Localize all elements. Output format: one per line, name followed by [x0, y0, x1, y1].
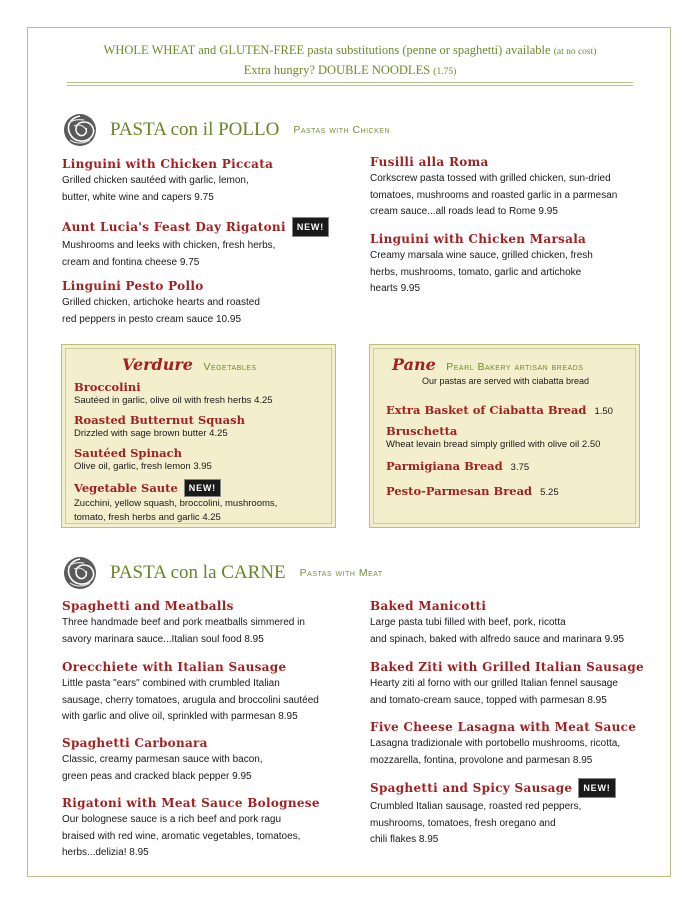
item-desc-line: cream and fontina cheese 9.75 [62, 256, 200, 268]
item-name: Broccolini [74, 380, 141, 394]
item-name: Vegetable Saute [74, 481, 178, 495]
item-desc-line: Classic, creamy parmesan sauce with bacon, [62, 754, 263, 765]
item-name: Five Cheese Lasagna with Meat Sauce [370, 720, 637, 734]
item-description: Wheat levain bread simply grilled with olive oil 2.50 [386, 439, 601, 450]
double-noodles-banner [40, 63, 660, 78]
item-name: Baked Ziti with Grilled Italian Sausage [370, 660, 644, 674]
item-desc-line: with garlic and olive oil, sprinkled with parmesan 8.95 [62, 711, 298, 722]
menu-item [370, 154, 670, 221]
verdure-box [61, 344, 336, 528]
item-desc-line: Crumbled Italian sausage, roasted red peppers, [370, 801, 582, 812]
item-description [62, 295, 362, 328]
item-desc-line: Three handmade beef and pork meatballs simmered in [62, 617, 305, 628]
item-desc-line: tomatoes, mushrooms and roasted garlic in a parmesan [370, 189, 618, 201]
carne-section-header [62, 553, 383, 593]
item-desc-line: chili flakes 8.95 [370, 834, 439, 845]
section-title: PASTA con la CARNE [110, 562, 286, 583]
menu-item [62, 278, 362, 328]
item-desc-line: Mushrooms and leeks with chicken, fresh herbs, [62, 240, 276, 251]
item-desc-line: Zucchini, yellow squash, broccolini, mushrooms, [74, 498, 278, 509]
side-item [74, 479, 324, 525]
item-desc-line: Our bolognese sauce is a rich beef and pork ragu [62, 814, 282, 825]
item-description [62, 812, 362, 862]
item-description [74, 497, 324, 525]
item-desc-line: braised with red wine, aromatic vegetables, tomatoes, [62, 830, 301, 842]
box-title: Pane [392, 355, 436, 374]
item-desc-line: mushrooms, tomatoes, fresh oregano and [370, 817, 556, 829]
item-name-row [370, 778, 670, 798]
item-desc-line: sausage, cherry tomatoes, arugula and broccolini sautéed [62, 694, 319, 706]
item-description [370, 248, 670, 298]
item-name-row [386, 403, 636, 419]
item-name: Baked Manicotti [370, 599, 487, 613]
menu-item [370, 778, 670, 849]
pane-title [392, 355, 583, 375]
menu-item [370, 719, 670, 769]
item-name: Orecchiete with Italian Sausage [62, 660, 287, 674]
pane-box [369, 344, 640, 528]
box-subtitle: Pearl Bakery artisan breads [446, 361, 584, 373]
item-desc-line: tomato, fresh herbs and garlic 4.25 [74, 512, 221, 523]
item-description [370, 676, 670, 709]
new-badge: NEW! [184, 479, 221, 497]
item-price: 1.50 [594, 406, 613, 417]
item-name-row [74, 479, 324, 497]
menu-item [370, 598, 670, 648]
item-name-row [386, 459, 636, 475]
verdure-title [122, 355, 257, 375]
item-name: Fusilli alla Roma [370, 155, 489, 169]
banner-line-1-note: (at no cost) [553, 47, 597, 57]
item-desc-line: hearts 9.95 [370, 283, 421, 294]
item-desc-line: and spinach, baked with alfredo sauce and marinara 9.95 [370, 633, 625, 645]
section-subtitle: Pastas with Chicken [293, 124, 391, 136]
banner-line-1: WHOLE WHEAT and GLUTEN-FREE pasta substitutions (penne or spaghetti) available [103, 43, 551, 57]
item-description [62, 238, 362, 271]
item-desc-line: Large pasta tubi filled with beef, pork, ricotta [370, 617, 566, 628]
side-item [74, 380, 324, 408]
menu-item [370, 659, 670, 709]
divider [67, 85, 633, 86]
new-badge: NEW! [578, 778, 615, 798]
menu-item [62, 659, 362, 726]
item-name: Linguini with Chicken Marsala [370, 232, 587, 246]
banner-line-2-note: (1.75) [433, 67, 457, 77]
item-name: Spaghetti and Meatballs [62, 599, 234, 613]
item-desc-line: green peas and cracked black pepper 9.95 [62, 770, 252, 782]
item-description [370, 736, 670, 769]
item-name: Linguini Pesto Pollo [62, 279, 204, 293]
pasta-swirl-icon [62, 555, 98, 591]
item-name: Parmigiana Bread [386, 459, 503, 473]
item-name-row [62, 217, 362, 237]
item-desc-line: savory marinara sauce...Italian soul food 8.95 [62, 633, 264, 645]
menu-item [62, 156, 362, 206]
item-name: Extra Basket of Ciabatta Bread [386, 403, 587, 417]
substitution-banner [40, 43, 660, 58]
bread-item [386, 484, 636, 500]
item-price: 3.75 [510, 462, 530, 473]
menu-item [62, 217, 362, 271]
section-title: PASTA con il POLLO [110, 119, 280, 140]
menu-item [62, 735, 362, 785]
item-name: Linguini with Chicken Piccata [62, 157, 274, 171]
item-description: Olive oil, garlic, fresh lemon 3.95 [74, 461, 212, 472]
item-name: Spaghetti and Spicy Sausage [370, 781, 573, 795]
item-price: 5.25 [540, 487, 559, 498]
menu-item [62, 795, 362, 862]
item-desc-line: mozzarella, fontina, provolone and parmesan 8.95 [370, 754, 593, 766]
item-desc-line: red peppers in pesto cream sauce 10.95 [62, 313, 241, 325]
item-desc-line: herbs...delizia! 8.95 [62, 847, 149, 858]
box-subtitle: Vegetables [203, 361, 257, 373]
side-item [74, 446, 324, 474]
item-desc-line: Little pasta "ears" combined with crumbled Italian [62, 678, 280, 689]
item-name-row [386, 484, 636, 500]
bread-item [386, 403, 636, 419]
pane-note: Our pastas are served with ciabatta bread [421, 376, 590, 386]
item-description [370, 615, 670, 648]
item-name: Bruschetta [386, 424, 458, 438]
item-desc-line: Corkscrew pasta tossed with grilled chicken, sun-dried [370, 173, 611, 184]
side-item [74, 413, 324, 441]
menu-item [62, 598, 362, 648]
item-desc-line: cream sauce...all roads lead to Rome 9.95 [370, 206, 558, 217]
item-desc-line: Lasagna tradizionale with portobello mushrooms, ricotta, [370, 738, 621, 749]
item-name: Sautéed Spinach [74, 446, 182, 460]
item-description [62, 676, 362, 726]
item-desc-line: Grilled chicken, artichoke hearts and roasted [62, 297, 260, 308]
box-title: Verdure [122, 355, 193, 374]
new-badge: NEW! [292, 217, 329, 237]
item-name: Aunt Lucia's Feast Day Rigatoni [62, 220, 286, 234]
item-description: Sautéed in garlic, olive oil with fresh herbs 4.25 [74, 395, 273, 406]
item-desc-line: Hearty ziti al forno with our grilled Italian fennel sausage [370, 678, 618, 689]
pollo-section-header [62, 110, 390, 150]
bread-item [386, 424, 636, 452]
item-description: Drizzled with sage brown butter 4.25 [74, 428, 228, 439]
item-desc-line: and tomato-cream sauce, topped with parmesan 8.95 [370, 694, 607, 706]
item-name: Pesto-Parmesan Bread [386, 484, 533, 498]
section-subtitle: Pastas with Meat [299, 567, 383, 579]
bread-item [386, 459, 636, 475]
item-desc-line: butter, white wine and capers 9.75 [62, 191, 214, 203]
menu-item [370, 231, 670, 298]
pasta-swirl-icon [62, 112, 98, 148]
item-name: Rigatoni with Meat Sauce Bolognese [62, 796, 320, 810]
item-desc-line: herbs, mushrooms, tomato, garlic and artichoke [370, 266, 582, 278]
item-desc-line: Grilled chicken sautéed with garlic, lemon, [62, 175, 249, 186]
item-description [370, 171, 670, 221]
item-description [62, 173, 362, 206]
item-name: Spaghetti Carbonara [62, 736, 208, 750]
item-desc-line: Creamy marsala wine sauce, grilled chicken, fresh [370, 250, 593, 261]
item-description [62, 752, 362, 785]
item-description [62, 615, 362, 648]
divider [67, 82, 633, 83]
item-name: Roasted Butternut Squash [74, 413, 245, 427]
item-description [370, 799, 670, 849]
banner-line-2: Extra hungry? DOUBLE NOODLES [243, 63, 431, 77]
